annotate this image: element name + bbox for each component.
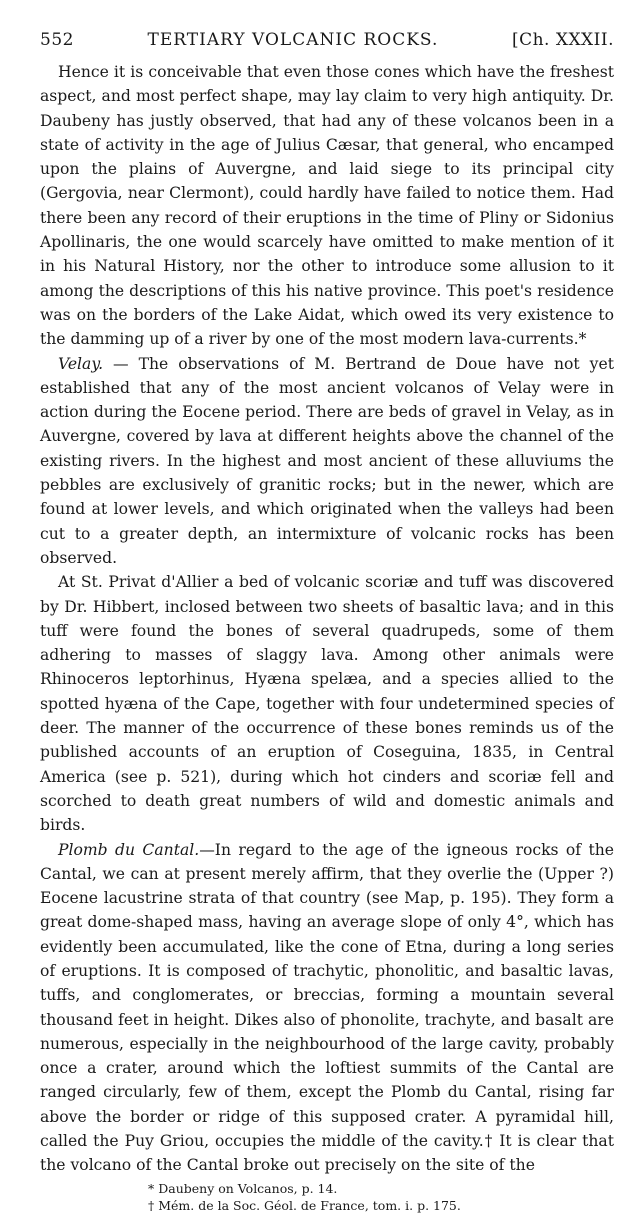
footnote-text: Daubeny on Volcanos, p. 14. xyxy=(154,1180,338,1196)
section-label: Velay. xyxy=(58,354,104,373)
footnotes xyxy=(40,1180,614,1214)
paragraph-text: —In regard to the age of the igneous rocks of the Cantal, we can at present merely affirm, that they overlie the (Upper ?) Eocene lacustrine strata of that country (see Map, p. 195). They form a great dome-shaped mass, having an average slope of only 4°, which has evidently been accumulated, like the cone of Etna, during a long series of eruptions. It is composed of trachytic, phonolitic, and basaltic lavas, tuffs, and conglomerates, or breccias, forming a mountain several thousand feet in height. Dikes also of phonolite, trachyte, and basalt are numerous, especially in the neighbourhood of the large cavity, probably once a crater, around which the loftiest summits of the Cantal are ranged circularly, few of them, except the Plomb du Cantal, rising far above the border or ridge of this supposed crater. A pyramidal hill, called the Puy Griou, occupies the middle of the cavity.† It is clear that the volcano of the Cantal broke out precisely on the site of the xyxy=(40,840,614,1175)
footnote-text: Mém. de la Soc. Géol. de France, tom. i. p. 175. xyxy=(154,1197,461,1213)
paragraph xyxy=(40,838,614,1178)
footnote-mark: † xyxy=(148,1197,155,1213)
section-label: Plomb du Cantal. xyxy=(58,840,200,859)
paragraph-text: — The observations of M. Bertrand de Doue have not yet established that any of the most ancient volcanos of Velay were in action during the Eocene period. There are beds of gravel in Velay, as in Auvergne, covered by lava at different heights above the channel of the existing rivers. In the highest and most ancient of these alluviums the pebbles are exclusively of granitic rocks; but in the newer, which are found at lower levels, and which originated when the valleys had been cut to a greater depth, an intermixture of volcanic rocks has been observed. xyxy=(40,354,614,567)
footnote xyxy=(148,1180,614,1197)
footnote xyxy=(148,1197,614,1214)
chapter-label: [Ch. XXXII. xyxy=(511,30,614,50)
footnote-mark: * xyxy=(148,1180,155,1196)
body-text xyxy=(40,60,614,1178)
running-header xyxy=(40,30,614,50)
paragraph xyxy=(40,570,614,837)
paragraph xyxy=(40,352,614,571)
running-title: TERTIARY VOLCANIC ROCKS. xyxy=(147,30,439,50)
paragraph xyxy=(40,60,614,352)
paragraph-text: At St. Privat d'Allier a bed of volcanic scoriæ and tuff was discovered by Dr. Hibbert, inclosed between two sheets of basaltic lava; and in this tuff were found the bones of several quadrupeds, some of them adhering to masses of slaggy lava. Among other animals were Rhinoceros leptorhinus, Hyæna spelæa, and a species allied to the spotted hyæna of the Cape, together with four undetermined species of deer. The manner of the occurrence of these bones reminds us of the published accounts of an eruption of Coseguina, 1835, in Central America (see p. 521), during which hot cinders and scoriæ fell and scorched to death great numbers of wild and domestic animals and birds. xyxy=(40,573,614,835)
paragraph-text: Hence it is conceivable that even those cones which have the freshest aspect, and most perfect shape, may lay claim to very high antiquity. Dr. Daubeny has justly observed, that had any of these volcanos been in a state of activity in the age of Julius Cæsar, that general, who encamped upon the plains of Auvergne, and laid siege to its principal city (Gergovia, near Clermont), could hardly have failed to notice them. Had there been any record of their eruptions in the time of Pliny or Sidonius Apollinaris, the one would scarcely have omitted to make mention of it in his Natural History, nor the other to introduce some allusion to it among the descriptions of this his native province. This poet's residence was on the borders of the Lake Aidat, which owed its very existence to the damming up of a river by one of the most modern lava-currents.* xyxy=(40,63,614,349)
page-number: 552 xyxy=(40,30,74,50)
